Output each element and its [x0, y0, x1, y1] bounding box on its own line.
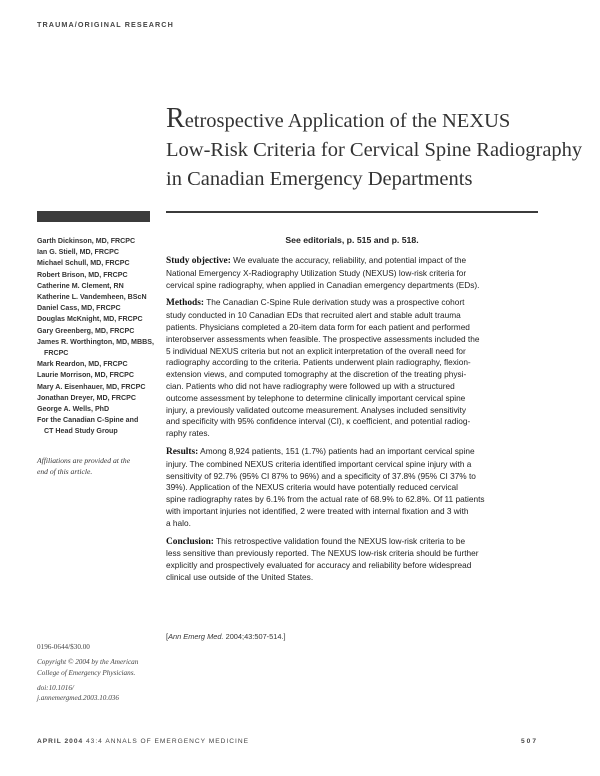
methods-heading: Methods: [166, 298, 205, 309]
conclusion-text: This retrospective validation found the NEXUS low-risk criteria to be [216, 535, 466, 546]
footer-journal: ANNALS OF EMERGENCY MEDICINE [105, 738, 249, 745]
abstract-line: study conducted in 10 Canadian EDs that recruited alert and stable adult trauma [166, 310, 461, 321]
author-continuation: FRCPC [44, 349, 69, 358]
conclusion-heading: Conclusion: [166, 536, 214, 547]
abstract-line: clinical use outside of the United States. [166, 571, 314, 582]
title-line-3: in Canadian Emergency Departments [166, 168, 473, 190]
citation-journal: Ann Emerg Med. [168, 632, 224, 641]
title-initial: R [166, 103, 185, 134]
citation [166, 632, 286, 641]
methods-text: The Canadian C-Spine Rule derivation study was a prospective cohort [206, 297, 465, 308]
editorials-reference[interactable]: See editorials, p. 515 and p. 518. [285, 235, 419, 245]
article-title [166, 103, 583, 194]
page-footer [37, 738, 538, 748]
abstract-line [166, 446, 538, 459]
abstract-line: explicitly and prospectively evaluated for accuracy and reliability before widespread [166, 560, 472, 571]
results-text: Among 8,924 patients, 151 (1.7%) patients had an important cervical spine [200, 445, 475, 456]
copyright-line: Copyright © 2004 by the American [37, 658, 139, 667]
objective-heading: Study objective: [166, 256, 231, 266]
author: James R. Worthington, MD, MBBS, [37, 337, 154, 346]
title-line-1-text: etrospective Application of the NEXUS [184, 110, 511, 132]
abstract-line: injury. The combined NEXUS criteria identified important cervical spine injury with a [166, 458, 472, 469]
abstract-line: injury, a previously validated outcome measurement. Analyses included sensitivity [166, 404, 467, 415]
main-rule [166, 211, 538, 213]
abstract-line: with important injuries not identified, 2 were treated with internal fixation and 3 with [166, 505, 469, 516]
title-line-2: Low-Risk Criteria for Cervical Spine Radiography [166, 139, 583, 161]
author: Katherine L. Vandemheen, BScN [37, 293, 147, 302]
abstract-line [166, 255, 538, 268]
affiliations-note [37, 456, 152, 477]
author: Robert Brison, MD, FRCPC [37, 270, 128, 279]
page-number: 507 [520, 738, 538, 745]
doi-line[interactable]: j.annemergmed.2003.10.036 [37, 694, 119, 703]
abstract-line: 5 individual NEXUS criteria but not an explicit interpretation of the overall need for [166, 345, 466, 356]
abstract-line: outcome assessment by telephone to determine clinically important cervical spine [166, 392, 466, 403]
abstract-line: a halo. [166, 517, 191, 528]
abstract-line: and specificity with 95% confidence interval (CI), κ coefficient, and potential radiog- [166, 416, 471, 427]
doi-line[interactable]: doi:10.1016/ [37, 683, 74, 692]
author: Gary Greenberg, MD, FRCPC [37, 326, 135, 335]
author: Garth Dickinson, MD, FRCPC [37, 237, 136, 245]
abstract-line: less sensitive than previously reported. The NEXUS low-risk criteria should be further [166, 548, 479, 559]
objective-text: We evaluate the accuracy, reliability, and potential impact of the [233, 255, 467, 265]
sidebar-rule [37, 211, 150, 222]
abstract-results [166, 446, 538, 530]
results-heading: Results: [166, 446, 199, 457]
affiliations-note-line: end of this article. [37, 466, 93, 476]
author: Ian G. Stiell, MD, FRCPC [37, 248, 119, 257]
abstract-line: radiography according to the criteria. Patients underwent plain radiography, flexion- [166, 357, 471, 368]
footer-issue: 43:4 [86, 738, 103, 745]
abstract-line: cian. Patients who did not have radiography were followed up with a structured [166, 380, 455, 391]
abstract-line: cervical spine radiography, when applied in Canadian emergency departments (EDs). [166, 279, 480, 290]
author: Douglas McKnight, MD, FRCPC [37, 315, 143, 324]
abstract-line [166, 297, 538, 310]
abstract-line: National Emergency X-Radiography Utilization Study (NEXUS) low-risk criteria for [166, 267, 467, 278]
citation-open: [ [166, 632, 169, 641]
author: Catherine M. Clement, RN [37, 281, 124, 290]
abstract-line: extension views, and computed tomography at the discretion of the treating physi- [166, 369, 467, 380]
abstract [166, 255, 538, 590]
copyright-line: College of Emergency Physicians. [37, 668, 136, 677]
author-list [37, 236, 167, 438]
abstract-objective [166, 255, 538, 291]
affiliations-note-line: Affiliations are provided at the [37, 456, 131, 465]
section-label: TRAUMA/ORIGINAL RESEARCH [37, 20, 174, 29]
author: Mark Reardon, MD, FRCPC [37, 360, 128, 369]
author: Michael Schull, MD, FRCPC [37, 259, 130, 268]
author: Daniel Cass, MD, FRCPC [37, 304, 121, 313]
abstract-line [166, 536, 538, 549]
issn: 0196-0644/$30.00 [37, 643, 90, 651]
study-group: For the Canadian C-Spine and [37, 416, 139, 425]
abstract-line: spine radiography rates by 6.1% from the actual rate of 68.9% to 62.8%. Of 11 patients [166, 494, 485, 505]
abstract-methods [166, 297, 538, 440]
abstract-conclusion [166, 536, 538, 584]
abstract-line: 39%). Application of the NEXUS criteria would have potentially reduced cervical [166, 482, 458, 493]
abstract-line: sensitivity of 92.7% (95% CI 87% to 96%) and a specificity of 37.8% (95% CI 37% to [166, 470, 476, 481]
title-line-1 [166, 104, 566, 136]
author: Laurie Morrison, MD, FRCPC [37, 371, 134, 380]
abstract-line: interobserver assessments when feasible. The prospective assessments included the [166, 333, 480, 344]
author: George A. Wells, PhD [37, 405, 110, 414]
footer-date: APRIL 2004 [37, 738, 84, 745]
author: Mary A. Eisenhauer, MD, FRCPC [37, 382, 146, 391]
citation-ref: 2004;43:507-514.] [223, 632, 286, 641]
study-group-continuation: CT Head Study Group [44, 427, 118, 436]
author: Jonathan Dreyer, MD, FRCPC [37, 393, 136, 402]
abstract-line: raphy rates. [166, 428, 210, 439]
article-meta [37, 642, 162, 703]
abstract-line: patients. Physicians completed a 20-item data form for each patient and performed [166, 321, 470, 332]
